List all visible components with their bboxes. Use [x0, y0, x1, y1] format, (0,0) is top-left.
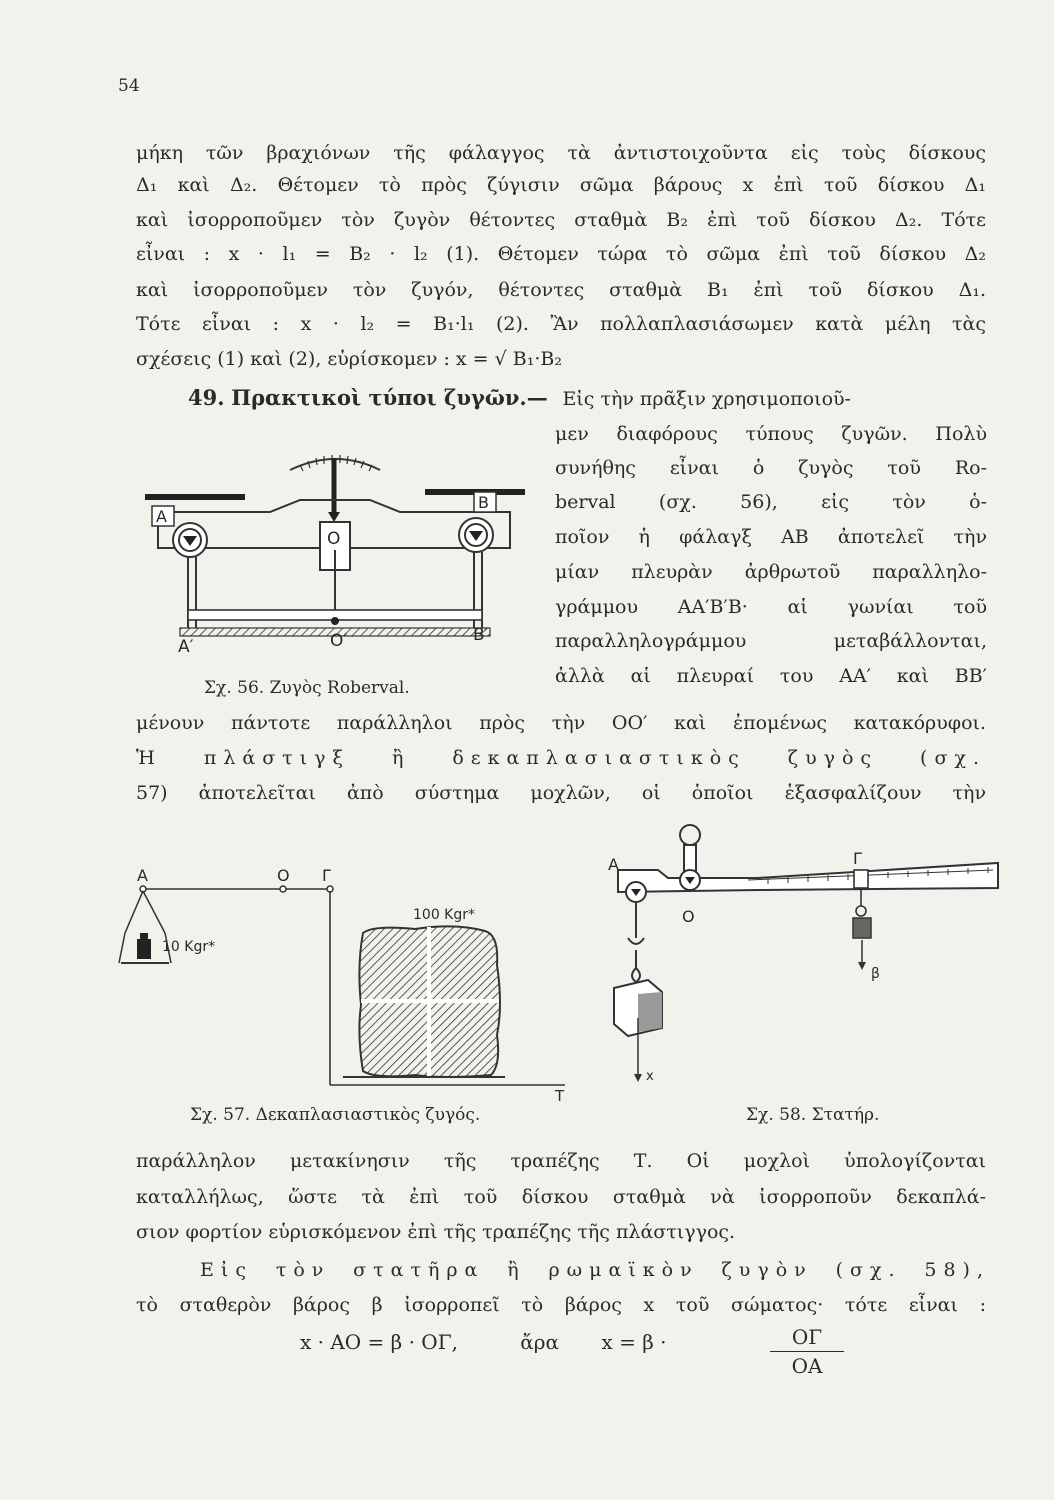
final-formula: [300, 1330, 666, 1354]
page-number: 54: [118, 76, 140, 96]
svg-text:O: O: [327, 529, 341, 549]
text-line: Τότε εἶναι : x · l₂ = Β₁·l₁ (2). Ἂν πολλαπλασιάσωμεν κατὰ μέλη τὰς: [136, 313, 986, 335]
text-line: Εἰς τὸν στατῆρα ἢ ρωμαϊκὸν ζυγὸν (σχ. 58),: [200, 1259, 990, 1281]
section-number: 49.: [188, 385, 225, 410]
column-line: συνήθης εἶναι ὁ ζυγὸς τοῦ Ro-: [555, 457, 987, 479]
fraction-denominator: ΟΑ: [791, 1354, 823, 1378]
small-weight: [137, 939, 151, 959]
text-line: καὶ ἰσορροποῦμεν τὸν ζυγόν, θέτοντες σταθμὰ Β₁ ἐπὶ τοῦ δίσκου Δ₁.: [136, 279, 986, 301]
text-line: Ἡ πλάστιγξ ἢ δεκαπλασιαστικὸς ζυγὸς (σχ.: [136, 747, 986, 769]
text-line: μένουν πάντοτε παράλληλοι πρὸς τὴν ΟΟ′ καὶ ἐπομένως κατακόρυφοι.: [136, 712, 986, 734]
text-line: παράλληλον μετακίνησιν τῆς τραπέζης Τ. Οἱ μοχλοὶ ὑπολογίζονται: [136, 1150, 986, 1172]
text-line: Δ₁ καὶ Δ₂. Θέτομεν τὸ πρὸς ζύγισιν σῶμα βάρους x ἐπὶ τοῦ δίσκου Δ₁: [136, 174, 986, 196]
column-line: παραλληλογράμμου μεταβάλλονται,: [555, 630, 987, 652]
formula-fraction: [770, 1325, 844, 1378]
column-line: μίαν πλευρὰν ἀρθρωτοῦ παραλληλο-: [555, 561, 987, 583]
small-weight-label: 10 Kgr*: [162, 939, 216, 955]
big-weight-label: 100 Kgr*: [413, 907, 475, 923]
text-line: σχέσεις (1) καὶ (2), εὑρίσκομεν : x = √ Β₁·Β₂: [136, 348, 562, 370]
fig57-caption: Σχ. 57. Δεκαπλασιαστικὸς ζυγός.: [190, 1105, 481, 1125]
text-line: καταλλήλως, ὥστε τὰ ἐπὶ τοῦ δίσκου σταθμὰ νὰ ἰσορροποῦν δεκαπλά-: [136, 1186, 986, 1208]
left-pan: [145, 494, 245, 500]
fig58-steelyard-diagram: [598, 818, 1008, 1100]
label-Gamma: Γ: [853, 849, 862, 868]
formula-ara: ἄρα: [520, 1330, 560, 1354]
text-line: 57) ἀποτελεῖται ἀπὸ σύστημα μοχλῶν, οἱ ὁποῖοι ἐξασφαλίζουν τὴν: [136, 782, 986, 804]
column-line: γράμμου ΑΑ′Β′Β· αἱ γωνίαι τοῦ: [555, 596, 987, 618]
column-line: ποῖον ἡ φάλαγξ ΑΒ ἀποτελεῖ τὴν: [555, 526, 987, 548]
text-line: τὸ σταθερὸν βάρος β ἰσορροπεῖ τὸ βάρος x τοῦ σώματος· τότε εἶναι :: [136, 1294, 986, 1316]
text-line: σιον φορτίον εὑρισκόμενον ἐπὶ τῆς τραπέζης τῆς πλάστιγγος.: [136, 1221, 736, 1243]
section-first-line: Εἰς τὴν πρᾶξιν χρησιμοποιοῦ-: [562, 388, 851, 410]
column-line: μεν διαφόρους τύπους ζυγῶν. Πολὺ: [555, 423, 987, 445]
label-A: A: [156, 507, 167, 526]
formula-rhs: x = β ·: [601, 1330, 667, 1354]
label-Gamma: Γ: [322, 866, 331, 885]
text-line: καὶ ἰσορροποῦμεν τὸν ζυγὸν θέτοντες σταθμὰ Β₂ ἐπὶ τοῦ δίσκου Δ₂. Τότε: [136, 209, 986, 231]
label-O: O: [277, 866, 290, 885]
label-beta: β: [871, 966, 880, 982]
column-line: berval (σχ. 56), εἰς τὸν ὁ-: [555, 491, 987, 513]
formula-left: x · ΑΟ = β · ΟΓ,: [300, 1330, 458, 1354]
column-line: ἀλλὰ αἱ πλευραί του ΑΑ′ καὶ ΒΒ′: [555, 665, 987, 687]
section-heading: [188, 385, 851, 410]
sliding-weight: [853, 918, 871, 938]
fig56-roberval-diagram: [140, 440, 540, 665]
fig57-decimal-balance-diagram: [125, 865, 585, 1105]
fraction-numerator: ΟΓ: [770, 1325, 844, 1352]
label-x: x: [646, 1069, 654, 1084]
label-B-prime: B′: [473, 625, 489, 645]
text-line: εἶναι : x · l₁ = Β₂ · l₂ (1). Θέτομεν τώρα τὸ σῶμα ἐπὶ τοῦ δίσκου Δ₂: [136, 243, 986, 265]
fig56-caption: Σχ. 56. Ζυγὸς Roberval.: [204, 678, 410, 698]
label-B: B: [478, 493, 489, 512]
label-A: A: [608, 855, 619, 874]
fig58-caption: Σχ. 58. Στατήρ.: [746, 1105, 880, 1125]
label-O-prime: O′: [330, 631, 348, 651]
label-O: O: [682, 907, 695, 926]
label-A-prime: A′: [178, 637, 194, 657]
text-line: μήκη τῶν βραχιόνων τῆς φάλαγγος τὰ ἀντιστοιχοῦντα εἰς τοὺς δίσκους: [136, 142, 986, 164]
section-title: Πρακτικοὶ τύποι ζυγῶν.—: [231, 385, 548, 410]
label-A: A: [137, 866, 148, 885]
label-T: T: [555, 1087, 565, 1105]
